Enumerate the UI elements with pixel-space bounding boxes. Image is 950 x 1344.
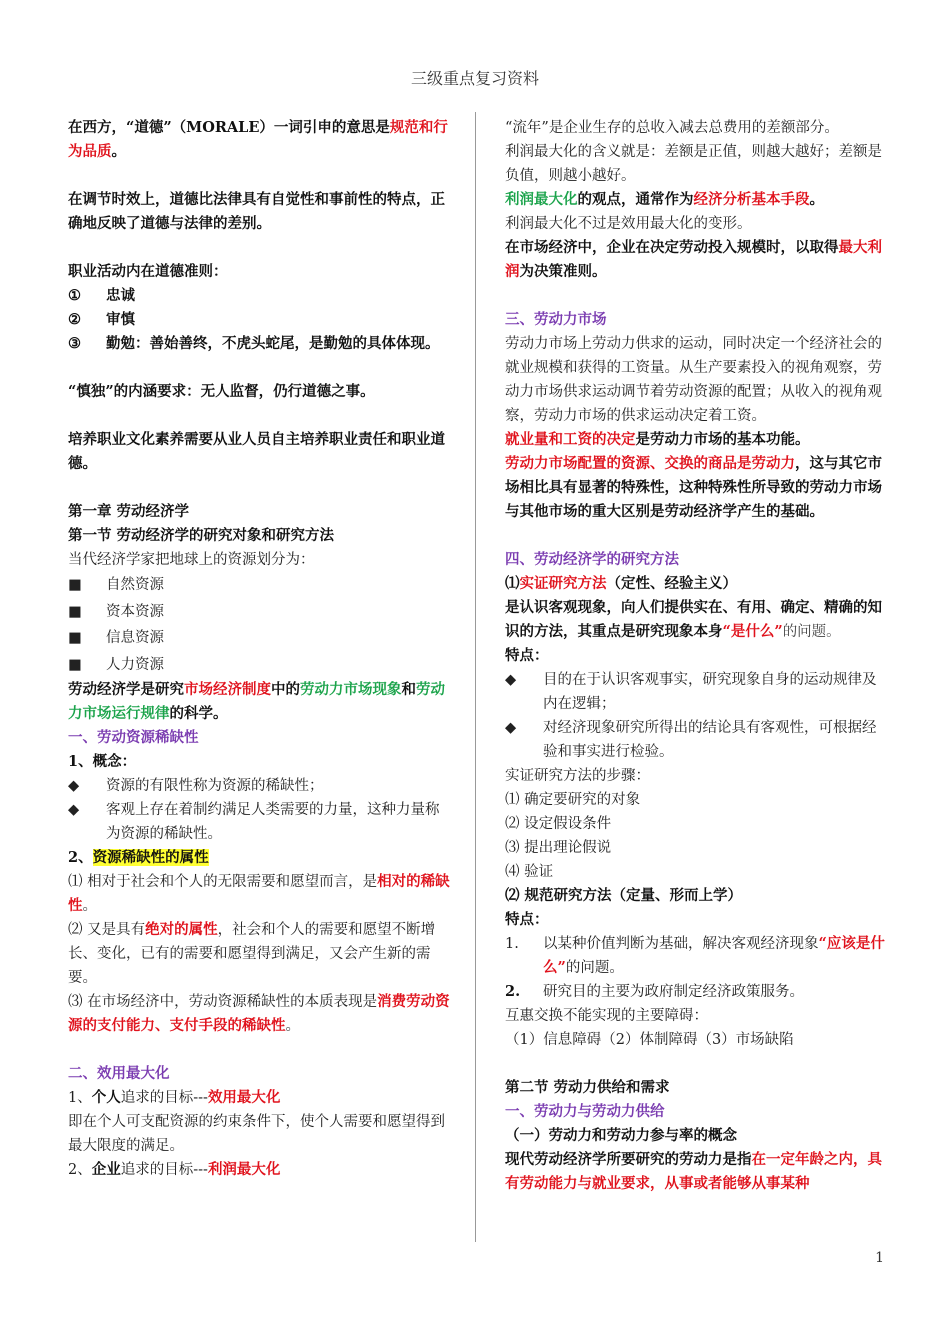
step-item: ⑶ 提出理论假说 — [505, 840, 612, 856]
text: 。 — [809, 191, 824, 208]
text: 追求的目标--- — [120, 1090, 208, 1106]
list-marker: ③ — [68, 335, 81, 352]
heading-methods: 四、劳动经济学的研究方法 — [505, 551, 679, 568]
text: ，社会和个人的需要和愿望不断增长、变化，已有的需要和愿望得到满足，又会产生新的需要。 — [68, 922, 436, 986]
paragraph-culture: 培养职业文化素养需要从业人员自主培养职业责任和职业道德。 — [68, 431, 445, 472]
highlight-text: 利润最大化 — [505, 191, 578, 208]
list-text: 勤勉：善始善终，不虎头蛇尾，是勤勉的具体体现。 — [106, 335, 440, 352]
diamond-bullet-icon: ◆ — [505, 672, 517, 688]
labor-market-desc: 劳动力市场上劳动力供求的运动，同时决定一个经济社会的就业规模和获得的工资量。从生产要素投入的视角观察，劳动力市场供求运动调节着劳动资源的配置；从收入的视角观察，劳动力市场的供求运动决定着工资。 — [505, 336, 882, 424]
concept-title: 1、概念： — [68, 753, 137, 770]
list-text: 资本资源 — [106, 603, 164, 620]
highlight-text: 劳动力市场配置的资源、交换的商品是劳动力 — [505, 455, 795, 472]
text: 2、 — [68, 849, 93, 866]
left-column — [68, 116, 453, 1182]
list-text: 研究目的主要为政府制定经济政策服务。 — [543, 984, 804, 1000]
chapter-title: 第一章 劳动经济学 — [68, 503, 190, 520]
highlight-text: 经济分析基本手段 — [693, 191, 810, 208]
text: 。 — [82, 898, 97, 914]
highlight-text: 劳动力市场运行规律 — [68, 681, 445, 722]
text: （定性、经验主义） — [606, 575, 737, 592]
list-text: 目的在于认识客观事实，研究现象自身的运动规律及内在逻辑； — [543, 672, 877, 712]
labor-market-special — [505, 452, 890, 524]
list-item — [68, 284, 453, 308]
resources-intro: 当代经济学家把地球上的资源划分为： — [68, 552, 315, 568]
highlight-text: 效用最大化 — [207, 1089, 281, 1106]
text: 。 — [285, 1018, 300, 1034]
highlight-text: 利润最大化 — [207, 1161, 281, 1178]
list-item — [68, 652, 453, 679]
right-column — [505, 116, 890, 1196]
list-item — [68, 572, 453, 599]
diamond-bullet-icon: ◆ — [505, 720, 517, 736]
utility-1 — [68, 1086, 453, 1110]
list-marker: ② — [68, 311, 81, 328]
features-title: 特点： — [505, 647, 549, 664]
list-item — [68, 774, 453, 798]
text: 2、 — [68, 1162, 92, 1178]
list-item — [505, 932, 890, 980]
heading-utility: 二、效用最大化 — [68, 1065, 170, 1082]
heading-scarcity: 一、劳动资源稀缺性 — [68, 729, 199, 746]
highlighted-title: 资源稀缺性的属性 — [92, 849, 209, 866]
list-text: 审慎 — [106, 311, 135, 328]
square-bullet-icon: ■ — [68, 603, 82, 620]
highlight-text: 劳动力市场现象 — [300, 681, 402, 698]
text: 以某种价值判断为基础，解决客观经济现象 — [543, 936, 819, 952]
highlight-text: 规范和行为品质 — [68, 119, 448, 160]
list-item — [68, 625, 453, 652]
list-item — [505, 716, 890, 764]
list-item — [68, 798, 453, 846]
text: 在市场经济中，企业在决定劳动投入规模时，以取得 — [505, 239, 839, 256]
definition-paragraph — [68, 678, 453, 726]
list-text: 自然资源 — [106, 577, 164, 593]
paragraph-shendu: “慎独”的内涵要求：无人监督，仍行道德之事。 — [68, 383, 375, 400]
heading-labor-market: 三、劳动力市场 — [505, 311, 607, 328]
list-item — [68, 308, 453, 332]
text: ⑵ 又是具有 — [68, 922, 146, 938]
step-item: ⑴ 确定要研究的对象 — [505, 792, 641, 808]
text: 在西方，“道德”（MORALE）一词引申的意思是 — [68, 119, 390, 136]
positive-method-title — [505, 572, 890, 596]
section-title: 第一节 劳动经济学的研究对象和研究方法 — [68, 527, 335, 544]
text: 是认识客观现象，向人们提供实在、有用、确定、精确的知识的方法，其重点是研究现象本身 — [505, 599, 882, 640]
list-marker: 1. — [505, 936, 519, 952]
section-title: 第二节 劳动力供给和需求 — [505, 1079, 670, 1096]
obstacles-title: 互惠交换不能实现的主要障碍： — [505, 1008, 708, 1024]
step-item: ⑷ 验证 — [505, 864, 554, 880]
text: 个人 — [91, 1089, 121, 1106]
list-text: 忠诚 — [106, 287, 135, 304]
utility-2 — [68, 1158, 453, 1182]
highlight-text: 就业量和工资的决定 — [505, 431, 636, 448]
text: 1、 — [68, 1090, 92, 1106]
diamond-bullet-icon: ◆ — [68, 778, 80, 794]
paragraph-morale — [68, 116, 453, 164]
text: 是劳动力市场的基本功能。 — [635, 431, 810, 448]
features-title: 特点： — [505, 911, 549, 928]
highlight-text: 绝对的属性 — [145, 921, 218, 938]
text: 的问题。 — [782, 624, 841, 640]
text: ，这与其它市场相比具有显著的特殊性，这种特殊性所导致的劳动力市场与其他市场的重大区别是劳动经济学产生的基础。 — [505, 455, 882, 520]
list-text: 信息资源 — [106, 630, 164, 646]
positive-method-desc — [505, 596, 890, 644]
profit-meaning: 利润最大化的含义就是：差额是正值，则越大越好；差额是负值，则越小越好。 — [505, 144, 882, 184]
text: 的问题。 — [565, 960, 624, 976]
step-item: ⑵ 设定假设条件 — [505, 816, 612, 832]
attribute-title — [68, 846, 453, 870]
normative-method-title: ⑵ 规范研究方法（定量、形而上学） — [505, 887, 743, 904]
page-header: 三级重点复习资料 — [410, 69, 539, 88]
column-divider — [475, 112, 476, 1242]
highlight-text: 最大利润 — [505, 239, 882, 280]
highlight-text: 消费劳动资源的支付能力、支付手段的稀缺性 — [68, 993, 450, 1034]
text: 追求的目标--- — [120, 1162, 208, 1178]
text: 现代劳动经济学所要研究的劳动力是指 — [505, 1151, 752, 1168]
profit-variant: 利润最大化不过是效用最大化的变形。 — [505, 216, 752, 232]
text: 企业 — [91, 1161, 121, 1178]
subheading: （一）劳动力和劳动力参与率的概念 — [505, 1127, 737, 1144]
text: 。 — [111, 143, 126, 160]
obstacles-list: （1）信息障碍（2）体制障碍（3）市场缺陷 — [505, 1032, 794, 1048]
attribute-2 — [68, 918, 453, 990]
list-text: 对经济现象研究所得出的结论具有客观性，可根据经验和事实进行检验。 — [543, 720, 877, 760]
text: 和 — [401, 681, 416, 698]
text: 为决策准则。 — [519, 263, 607, 280]
profit-view — [505, 188, 890, 212]
highlight-text: “是什么” — [722, 623, 783, 640]
heading-labor-supply: 一、劳动力与劳动力供给 — [505, 1103, 665, 1120]
text: 中的 — [271, 681, 300, 698]
diamond-bullet-icon: ◆ — [68, 802, 80, 818]
square-bullet-icon: ■ — [68, 577, 82, 593]
text: 的科学。 — [169, 705, 228, 722]
list-item — [505, 668, 890, 716]
square-bullet-icon: ■ — [68, 630, 82, 646]
attribute-3 — [68, 990, 453, 1038]
labor-market-function — [505, 428, 890, 452]
list-text: 人力资源 — [106, 656, 164, 673]
labor-force-definition — [505, 1148, 890, 1196]
list-item — [505, 980, 890, 1004]
list-text: 客观上存在着制约满足人类需要的力量，这种力量称为资源的稀缺性。 — [106, 802, 440, 842]
principles-title: 职业活动内在道德准则： — [68, 263, 228, 280]
highlight-text: 实证研究方法 — [519, 575, 607, 592]
highlight-text: 市场经济制度 — [184, 681, 271, 698]
steps-title: 实证研究方法的步骤： — [505, 768, 650, 784]
highlight-text: “应该是什么” — [543, 935, 885, 976]
list-marker: 2. — [505, 983, 521, 1000]
square-bullet-icon: ■ — [68, 656, 82, 673]
highlight-text: 相对的稀缺性 — [68, 873, 450, 914]
text: ⑴ — [505, 575, 520, 592]
text: 的观点，通常作为 — [577, 191, 694, 208]
attribute-1 — [68, 870, 453, 918]
list-item — [68, 599, 453, 626]
list-item — [68, 332, 453, 356]
utility-1-desc: 即在个人可支配资源的约束条件下，使个人需要和愿望得到最大限度的满足。 — [68, 1114, 445, 1154]
text: ⑴ 相对于社会和个人的无限需要和愿望而言，是 — [68, 874, 378, 890]
highlight-text: 在一定年龄之内，具有劳动能力与就业要求，从事或者能够从事某种 — [505, 1151, 882, 1192]
profit-definition: “流年”是企业生存的总收入减去总费用的差额部分。 — [505, 120, 839, 136]
text: ⑶ 在市场经济中，劳动资源稀缺性的本质表现是 — [68, 994, 378, 1010]
list-text: 资源的有限性称为资源的稀缺性； — [106, 778, 324, 794]
paragraph-moral-vs-law: 在调节时效上，道德比法律具有自觉性和事前性的特点，正确地反映了道德与法律的差别。 — [68, 191, 445, 232]
list-marker: ① — [68, 287, 81, 304]
profit-decision — [505, 236, 890, 284]
text: 劳动经济学是研究 — [68, 681, 184, 698]
page-number: 1 — [875, 1250, 884, 1266]
